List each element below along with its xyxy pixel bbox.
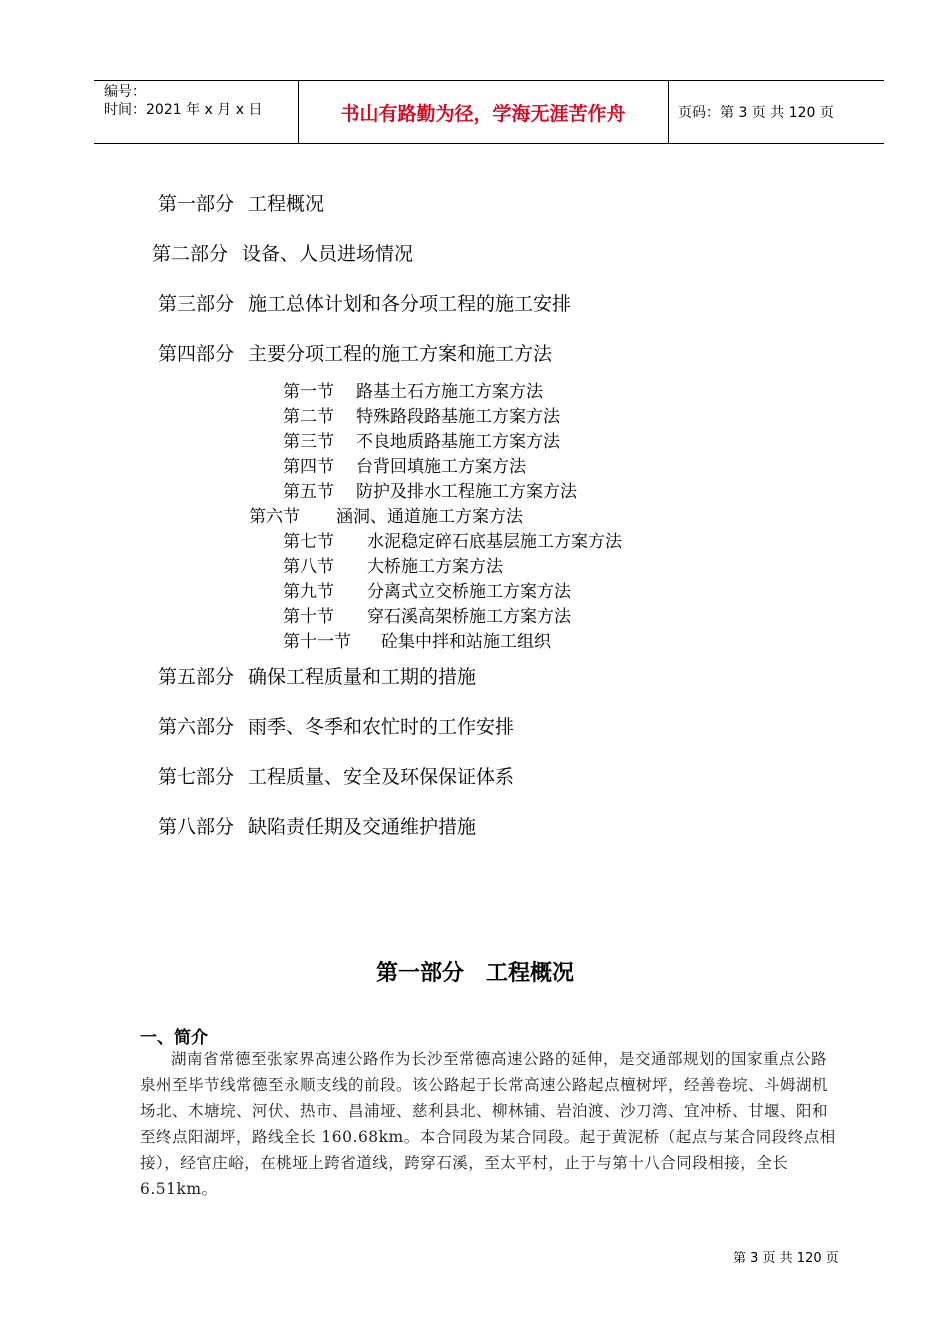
toc-section: [283, 402, 560, 427]
toc-part: [158, 339, 552, 366]
subheading: 一、简介: [140, 1028, 208, 1048]
toc-section-title: 台背回填施工方案方法: [356, 457, 526, 477]
toc-part-title: 缺陷责任期及交通维护措施: [248, 816, 477, 838]
toc-part-title: 工程质量、安全及环保保证体系: [248, 766, 515, 788]
toc-section-title: 防护及排水工程施工方案方法: [356, 482, 577, 502]
toc-section-title: 穿石溪高架桥施工方案方法: [367, 607, 571, 627]
toc-part-title: 设备、人员进场情况: [242, 243, 414, 265]
toc-section: [283, 602, 571, 627]
header-motto: 书山有路勤为径，学海无涯苦作舟: [340, 102, 626, 125]
toc-section-number: 第五节: [283, 482, 334, 502]
toc-part-title: 主要分项工程的施工方案和施工方法: [248, 343, 553, 365]
toc-section-title: 砼集中拌和站施工组织: [381, 632, 551, 652]
toc-part: [158, 762, 514, 789]
toc-section: [283, 552, 503, 577]
toc-part-number: 第三部分: [158, 293, 235, 315]
toc-section-title: 分离式立交桥施工方案方法: [367, 582, 571, 602]
toc-part-title: 确保工程质量和工期的措施: [248, 666, 477, 688]
toc-section: [283, 427, 560, 452]
toc-part: [158, 289, 571, 316]
toc-part-number: 第一部分: [158, 193, 235, 215]
toc-part: [158, 812, 476, 839]
toc-section-title: 涵洞、通道施工方案方法: [336, 507, 523, 527]
toc-section-title: 路基土石方施工方案方法: [356, 382, 543, 402]
page-header: [94, 80, 884, 144]
toc-part-number: 第五部分: [158, 666, 235, 688]
toc-section-number: 第四节: [283, 457, 334, 477]
toc-part-title: 雨季、冬季和农忙时的工作安排: [248, 716, 515, 738]
toc-part: [152, 239, 413, 266]
number-label: 编号：: [104, 84, 146, 100]
toc-part-title: 施工总体计划和各分项工程的施工安排: [248, 293, 572, 315]
toc-section: [283, 527, 622, 552]
toc-part: [158, 662, 476, 689]
toc-part-number: 第四部分: [158, 343, 235, 365]
toc-section: [283, 452, 526, 477]
toc-section-number: 第十节: [283, 607, 334, 627]
toc-part: [158, 189, 324, 216]
toc-section-number: 第三节: [283, 432, 334, 452]
toc-section: [283, 627, 551, 652]
header-meta: [104, 83, 262, 119]
toc-section-number: 第六节: [249, 507, 300, 527]
toc-section-number: 第二节: [283, 407, 334, 427]
toc-section-title: 水泥稳定碎石底基层施工方案方法: [367, 532, 622, 552]
toc-section: [249, 502, 523, 527]
toc-part-number: 第二部分: [152, 243, 229, 265]
toc-part-number: 第六部分: [158, 716, 235, 738]
toc-section-number: 第七节: [283, 532, 334, 552]
page-footer: 第 3 页 共 120 页: [733, 1251, 839, 1266]
toc-section-number: 第八节: [283, 557, 334, 577]
toc-section: [283, 577, 571, 602]
header-page-info: 页码：第 3 页 共 120 页: [678, 105, 834, 121]
toc-part: [158, 712, 514, 739]
body-paragraph: 湖南省常德至张家界高速公路作为长沙至常德高速公路的延伸，是交通部规划的国家重点公路泉州至毕节线常德至永顺支线的前段。该公路起于长常高速公路起点檀树坪，经善卷垸、斗姆湖机场北、木塘垸、河伏、热市、昌浦垭、慈利县北、柳林铺、岩泊渡、沙刀湾、宜冲桥、甘堰、阳和至终点阳湖坪，路线全长 160.68km。本合同段为某合同段。起于黄泥桥（起点与某合同段终点相接），经官庄峪，在桃垭上跨省道线，跨穿石溪，至太平村，止于与第十八合同段相接，全长 6.51km。: [140, 1050, 836, 1198]
toc-section-number: 第一节: [283, 382, 334, 402]
toc-section-title: 不良地质路基施工方案方法: [356, 432, 560, 452]
toc-section-number: 第九节: [283, 582, 334, 602]
toc-section-title: 特殊路段路基施工方案方法: [356, 407, 560, 427]
header-divider: [668, 81, 669, 143]
section-title: 第一部分 工程概况: [375, 961, 574, 986]
toc-section: [283, 377, 543, 402]
toc-part-number: 第八部分: [158, 816, 235, 838]
toc-section: [283, 477, 577, 502]
toc-part-title: 工程概况: [248, 193, 325, 215]
toc-section-title: 大桥施工方案方法: [367, 557, 503, 577]
time-label: 时间：2021 年 x 月 x 日: [104, 102, 263, 118]
toc-section-number: 第十一节: [283, 632, 351, 652]
toc-part-number: 第七部分: [158, 766, 235, 788]
